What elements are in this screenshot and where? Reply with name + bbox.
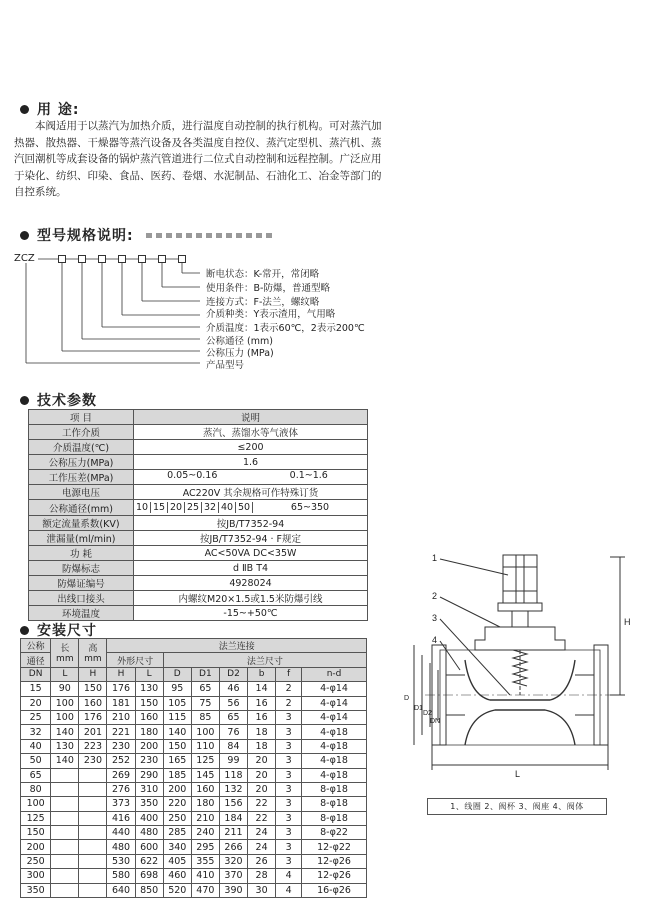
table-cell: 160	[191, 782, 219, 796]
table-cell: 200	[21, 840, 51, 854]
dn-value: 25	[185, 502, 202, 513]
header-cell: 长	[60, 644, 70, 655]
header-cell: 项 目	[29, 410, 134, 425]
table-row	[29, 485, 368, 500]
table-cell: 2	[276, 682, 302, 696]
code-desc: 介质温度：1表示60℃，2表示200℃	[206, 323, 365, 334]
table-cell: 8-φ18	[302, 782, 367, 796]
table-cell	[51, 768, 79, 782]
table-header	[29, 410, 368, 425]
param-name: 功 耗	[29, 546, 134, 561]
table-cell: 26	[248, 854, 276, 868]
table-cell: 200	[135, 739, 163, 753]
table-cell: 12-φ26	[302, 854, 367, 868]
table-cell: 3	[276, 782, 302, 796]
dim-label: D	[404, 695, 410, 702]
param-value: d ⅡB T4	[134, 561, 368, 576]
table-row	[21, 840, 367, 854]
table-cell: 211	[219, 826, 247, 840]
table-cell: 105	[163, 696, 191, 710]
table-cell: 4-φ18	[302, 768, 367, 782]
dn-value: 50	[236, 502, 253, 513]
table-cell: 4-φ18	[302, 754, 367, 768]
code-box	[158, 255, 166, 263]
header-cell: 通径	[21, 653, 51, 667]
bullet-icon	[20, 105, 29, 114]
purpose-line: 自控系统。	[14, 186, 67, 198]
table-cell	[79, 826, 107, 840]
header-cell: mm	[84, 654, 102, 665]
table-cell: 185	[163, 768, 191, 782]
code-desc: 介质种类：Y表示渣用，气用略	[206, 309, 336, 320]
param-name: 介质温度(℃)	[29, 440, 134, 455]
table-cell	[79, 811, 107, 825]
header-cell: 外形尺寸	[107, 653, 163, 667]
dn-value: 32	[202, 502, 219, 513]
table-cell: 201	[79, 725, 107, 739]
table-cell: 250	[21, 854, 51, 868]
param-value: 0.05~0.16	[167, 470, 218, 481]
table-cell: 252	[107, 754, 135, 768]
table-row	[21, 682, 367, 696]
table-row	[29, 425, 368, 440]
table-cell: 3	[276, 768, 302, 782]
table-row	[21, 768, 367, 782]
table-cell: 480	[135, 826, 163, 840]
code-desc: 产品型号	[206, 360, 245, 371]
table-cell: 181	[107, 696, 135, 710]
purpose-line: 热器、散热器、干燥器等蒸汽设备及各类温度自控仪、蒸汽定型机、蒸汽机、蒸	[14, 136, 382, 149]
table-cell: 100	[51, 710, 79, 724]
table-cell: 28	[248, 869, 276, 883]
table-row	[29, 440, 368, 455]
table-cell	[79, 797, 107, 811]
divider-dashes	[146, 233, 276, 238]
callout-label: 1	[432, 553, 438, 563]
table-cell: 4-φ18	[302, 725, 367, 739]
table-cell	[79, 854, 107, 868]
table-cell: 8-φ18	[302, 797, 367, 811]
dim-label: D1	[414, 705, 423, 712]
header-cell: H	[107, 667, 135, 681]
table-cell: 230	[107, 739, 135, 753]
header-cell: 高	[88, 644, 98, 655]
code-box	[118, 255, 126, 263]
table-cell: 210	[191, 811, 219, 825]
table-cell: 300	[21, 869, 51, 883]
table-cell	[51, 883, 79, 897]
param-value: 按JB/T7352-94	[134, 516, 368, 531]
table-cell: 622	[135, 854, 163, 868]
table-row	[29, 531, 368, 546]
table-cell: 3	[276, 854, 302, 868]
table-cell: 350	[135, 797, 163, 811]
table-row	[29, 470, 368, 485]
model-code-lines	[0, 245, 400, 365]
table-row	[29, 561, 368, 576]
table-cell: 160	[135, 710, 163, 724]
table-cell: 115	[163, 710, 191, 724]
table-cell: 20	[21, 696, 51, 710]
table-cell: 269	[107, 768, 135, 782]
table-cell: 150	[163, 739, 191, 753]
table-cell: 140	[163, 725, 191, 739]
dim-label: DN	[430, 718, 441, 725]
table-cell: 100	[191, 725, 219, 739]
table-cell: 310	[135, 782, 163, 796]
table-cell: 180	[135, 725, 163, 739]
tech-params-table	[28, 409, 368, 621]
table-row	[29, 500, 368, 516]
table-cell: 230	[79, 754, 107, 768]
table-cell: 56	[219, 696, 247, 710]
table-cell: 46	[219, 682, 247, 696]
table-cell: 100	[21, 797, 51, 811]
header-cell: n-d	[302, 667, 367, 681]
table-cell: 4	[276, 869, 302, 883]
table-cell: 90	[51, 682, 79, 696]
param-value: 4928024	[134, 576, 368, 591]
table-cell	[79, 768, 107, 782]
table-row	[21, 854, 367, 868]
table-row	[29, 516, 368, 531]
table-cell	[51, 797, 79, 811]
code-box	[178, 255, 186, 263]
code-desc: 公称通径 (mm)	[206, 336, 273, 347]
table-cell: 176	[107, 682, 135, 696]
table-cell: 125	[191, 754, 219, 768]
header-cell: D1	[191, 667, 219, 681]
param-value: 0.1~1.6	[289, 470, 328, 481]
dim-label: L	[515, 769, 521, 779]
table-cell: 150	[21, 826, 51, 840]
table-cell: 3	[276, 739, 302, 753]
table-cell: 25	[21, 710, 51, 724]
table-cell: 8-φ22	[302, 826, 367, 840]
bullet-icon	[20, 626, 29, 635]
code-box	[58, 255, 66, 263]
table-row	[21, 725, 367, 739]
table-cell: 20	[248, 782, 276, 796]
table-cell	[79, 840, 107, 854]
table-cell: 100	[51, 696, 79, 710]
purpose-line: 本阀适用于以蒸汽为加热介质，进行温度自动控制的执行机构。可对蒸汽加	[35, 120, 382, 132]
param-value: 65~350	[290, 502, 330, 513]
table-cell: 276	[107, 782, 135, 796]
table-cell: 30	[248, 883, 276, 897]
table-cell: 130	[51, 739, 79, 753]
table-cell: 240	[191, 826, 219, 840]
table-cell: 221	[107, 725, 135, 739]
table-row	[29, 606, 368, 621]
table-cell: 850	[135, 883, 163, 897]
table-cell: 176	[79, 710, 107, 724]
table-cell	[51, 811, 79, 825]
table-cell: 110	[191, 739, 219, 753]
table-cell: 150	[79, 682, 107, 696]
param-value: ≤200	[134, 440, 368, 455]
callout-label: 2	[432, 591, 438, 601]
table-cell: 210	[107, 710, 135, 724]
table-cell: 130	[135, 682, 163, 696]
table-cell: 400	[135, 811, 163, 825]
table-cell: 3	[276, 725, 302, 739]
table-cell: 4-φ14	[302, 710, 367, 724]
bullet-icon	[20, 231, 29, 240]
callout-label: 4	[432, 635, 438, 645]
table-header	[21, 667, 367, 681]
table-cell: 20	[248, 768, 276, 782]
table-cell: 32	[21, 725, 51, 739]
table-cell: 76	[219, 725, 247, 739]
table-cell: 180	[191, 797, 219, 811]
table-cell: 290	[135, 768, 163, 782]
table-cell: 295	[191, 840, 219, 854]
header-cell: D	[163, 667, 191, 681]
table-cell: 3	[276, 840, 302, 854]
dn-value: 10	[134, 502, 151, 513]
callout-label: 3	[432, 613, 438, 623]
table-cell: 18	[248, 725, 276, 739]
table-cell: 390	[219, 883, 247, 897]
header-cell: H	[79, 667, 107, 681]
table-cell: 416	[107, 811, 135, 825]
table-cell: 16-φ26	[302, 883, 367, 897]
table-cell: 4-φ14	[302, 696, 367, 710]
table-cell: 2	[276, 696, 302, 710]
purpose-paragraph	[14, 118, 384, 201]
code-desc: 公称压力 (MPa)	[206, 348, 274, 359]
table-cell: 99	[219, 754, 247, 768]
code-desc: 断电状态：K-常开，常闭略	[206, 269, 320, 280]
table-cell: 698	[135, 869, 163, 883]
param-name: 环境温度	[29, 606, 134, 621]
table-row	[29, 591, 368, 606]
header-cell: 法兰尺寸	[163, 653, 366, 667]
param-name: 工作介质	[29, 425, 134, 440]
table-cell: 223	[79, 739, 107, 753]
table-cell: 16	[248, 696, 276, 710]
table-cell: 85	[191, 710, 219, 724]
table-cell: 266	[219, 840, 247, 854]
table-cell: 80	[21, 782, 51, 796]
param-name: 防爆证编号	[29, 576, 134, 591]
code-box	[78, 255, 86, 263]
install-body	[21, 682, 367, 898]
param-value: AC220V 其余规格可作特殊订货	[134, 485, 368, 500]
table-cell: 160	[79, 696, 107, 710]
table-cell: 4-φ14	[302, 682, 367, 696]
model-code-diagram	[0, 245, 400, 371]
table-cell: 84	[219, 739, 247, 753]
table-cell: 200	[163, 782, 191, 796]
header-cell: f	[276, 667, 302, 681]
table-cell: 4-φ18	[302, 739, 367, 753]
table-cell: 8-φ18	[302, 811, 367, 825]
code-desc: 使用条件：B-防爆，普通型略	[206, 283, 330, 294]
param-name: 出线口接头	[29, 591, 134, 606]
table-cell: 250	[163, 811, 191, 825]
table-cell: 145	[191, 768, 219, 782]
table-cell: 410	[191, 869, 219, 883]
table-cell: 340	[163, 840, 191, 854]
table-cell: 20	[248, 754, 276, 768]
table-cell: 118	[219, 768, 247, 782]
table-row	[29, 455, 368, 470]
param-name: 额定流量系数(KV)	[29, 516, 134, 531]
table-cell: 50	[21, 754, 51, 768]
table-row	[21, 797, 367, 811]
table-cell: 373	[107, 797, 135, 811]
table-cell: 370	[219, 869, 247, 883]
coil-outline	[503, 555, 537, 603]
table-cell	[79, 782, 107, 796]
table-cell: 156	[219, 797, 247, 811]
param-name: 公称压力(MPa)	[29, 455, 134, 470]
table-cell: 350	[21, 883, 51, 897]
table-row	[21, 811, 367, 825]
section-purpose-title: 用 途:	[20, 99, 79, 119]
table-row	[29, 576, 368, 591]
table-cell: 3	[276, 754, 302, 768]
table-cell: 12-φ22	[302, 840, 367, 854]
header-cell: 说明	[134, 410, 368, 425]
header-cell: D2	[219, 667, 247, 681]
param-name: 防爆标志	[29, 561, 134, 576]
table-cell: 470	[191, 883, 219, 897]
param-value: 蒸汽、蒸馏水等气液体	[134, 425, 368, 440]
table-cell: 220	[163, 797, 191, 811]
table-cell: 150	[135, 696, 163, 710]
table-cell: 320	[219, 854, 247, 868]
param-name: 工作压差(MPa)	[29, 470, 134, 485]
table-cell: 285	[163, 826, 191, 840]
section-install-title: 安装尺寸	[20, 620, 97, 640]
code-box	[98, 255, 106, 263]
table-row	[21, 826, 367, 840]
table-cell: 65	[219, 710, 247, 724]
dim-label: D2	[423, 710, 432, 717]
purpose-line: 汽回潮机等成套设备的锅炉蒸汽管道进行二位式自动控制和远程控制。广泛应用	[14, 153, 382, 165]
table-cell: 22	[248, 811, 276, 825]
valve-section-drawing	[400, 545, 635, 795]
table-cell: 65	[191, 682, 219, 696]
table-cell: 140	[51, 725, 79, 739]
header-cell: DN	[21, 667, 51, 681]
table-cell: 12-φ26	[302, 869, 367, 883]
table-header	[21, 639, 367, 653]
header-cell: L	[135, 667, 163, 681]
purpose-line: 于染化、纺织、印染、食品、医药、卷烟、水泥制品、石油化工、冶金等部门的	[14, 169, 382, 182]
table-cell: 165	[163, 754, 191, 768]
table-cell: 580	[107, 869, 135, 883]
table-cell: 460	[163, 869, 191, 883]
table-cell: 3	[276, 797, 302, 811]
param-name: 泄漏量(ml/min)	[29, 531, 134, 546]
table-cell: 132	[219, 782, 247, 796]
param-value: AC<50VA DC<35W	[134, 546, 368, 561]
table-cell: 3	[276, 826, 302, 840]
table-cell: 355	[191, 854, 219, 868]
dim-label: H	[624, 617, 631, 627]
header-cell: mm	[56, 654, 74, 665]
section-tech-title: 技术参数	[20, 390, 97, 410]
table-cell	[51, 854, 79, 868]
param-name: 电源电压	[29, 485, 134, 500]
table-row	[21, 754, 367, 768]
param-value: 1.6	[134, 455, 368, 470]
table-cell: 65	[21, 768, 51, 782]
param-name: 公称通径(mm)	[29, 500, 134, 516]
table-cell: 125	[21, 811, 51, 825]
section-model-title: 型号规格说明:	[20, 225, 276, 245]
table-row	[21, 696, 367, 710]
table-row	[21, 782, 367, 796]
table-cell	[51, 840, 79, 854]
header-cell: b	[248, 667, 276, 681]
table-cell: 440	[107, 826, 135, 840]
table-cell: 3	[276, 811, 302, 825]
table-cell: 18	[248, 739, 276, 753]
table-cell: 14	[248, 682, 276, 696]
table-cell: 4	[276, 883, 302, 897]
table-cell: 3	[276, 710, 302, 724]
table-cell: 184	[219, 811, 247, 825]
param-value: -15~+50℃	[134, 606, 368, 621]
code-desc: 连接方式：F-法兰，螺纹略	[206, 297, 320, 308]
table-cell: 24	[248, 840, 276, 854]
model-prefix: ZCZ	[14, 253, 35, 264]
dn-value: 15	[151, 502, 168, 513]
header-cell: L	[51, 667, 79, 681]
table-cell: 230	[135, 754, 163, 768]
code-box	[138, 255, 146, 263]
table-cell: 16	[248, 710, 276, 724]
table-cell: 15	[21, 682, 51, 696]
table-row	[21, 883, 367, 897]
table-cell: 95	[163, 682, 191, 696]
table-cell: 640	[107, 883, 135, 897]
drawing-caption: 1、线圈 2、阀杯 3、阀座 4、阀体	[427, 798, 607, 815]
table-cell: 405	[163, 854, 191, 868]
header-cell: 公称	[21, 639, 51, 653]
table-cell: 530	[107, 854, 135, 868]
table-cell	[51, 782, 79, 796]
table-cell: 600	[135, 840, 163, 854]
dn-value: 20	[168, 502, 185, 513]
table-cell: 480	[107, 840, 135, 854]
dn-value: 40	[219, 502, 236, 513]
table-cell: 140	[51, 754, 79, 768]
table-cell: 75	[191, 696, 219, 710]
table-cell: 40	[21, 739, 51, 753]
table-cell	[79, 883, 107, 897]
table-cell: 22	[248, 797, 276, 811]
header-cell: 法兰连接	[107, 639, 367, 653]
param-value: 按JB/T7352-94 · F规定	[134, 531, 368, 546]
table-row	[21, 710, 367, 724]
bullet-icon	[20, 396, 29, 405]
table-cell: 520	[163, 883, 191, 897]
install-size-table	[20, 638, 367, 898]
table-row	[21, 739, 367, 753]
table-row	[29, 546, 368, 561]
table-cell: 24	[248, 826, 276, 840]
param-value: 内螺纹M20×1.5或1.5米防爆引线	[134, 591, 368, 606]
table-cell	[51, 826, 79, 840]
